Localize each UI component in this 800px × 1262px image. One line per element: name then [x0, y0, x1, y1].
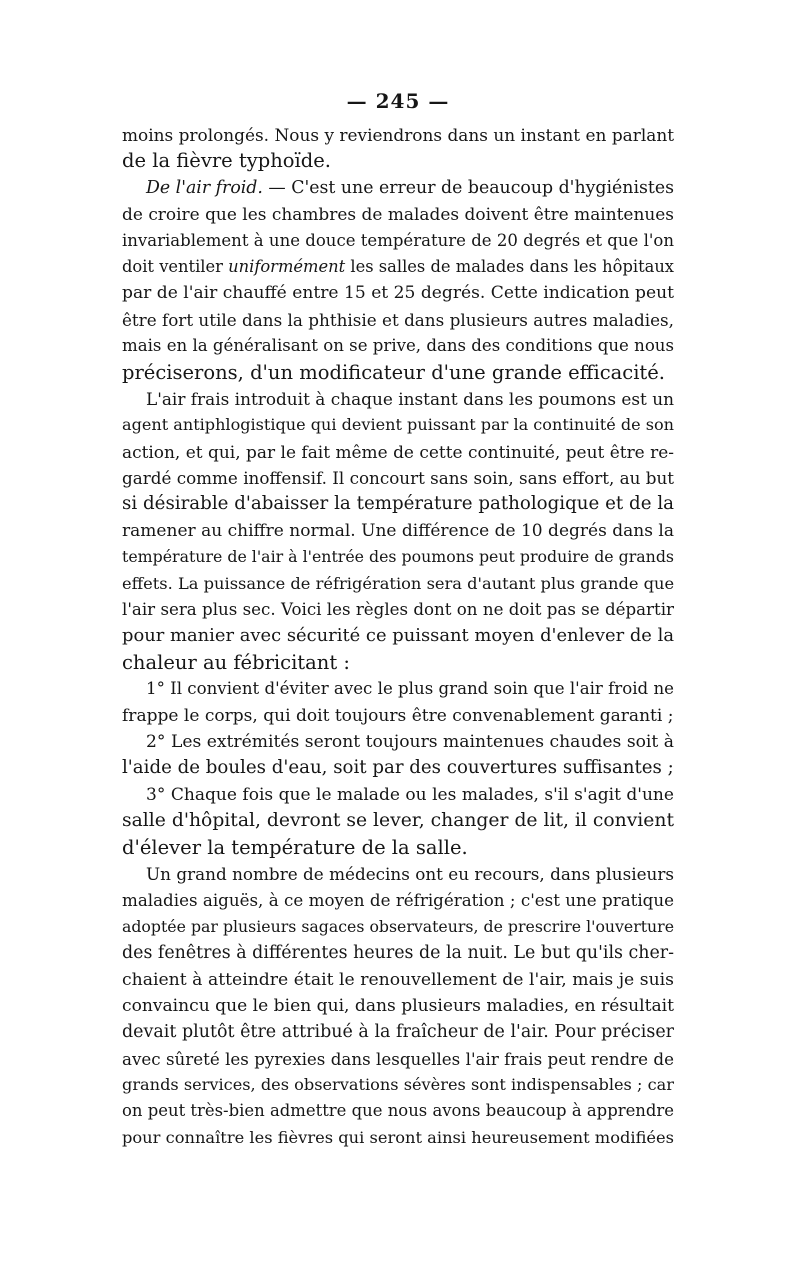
text-run: doit ventiler — [122, 256, 229, 276]
text-run: l'air sera plus sec. Voici les règles dont on ne doit pas se départir — [122, 600, 674, 620]
text-run: avec sûreté les pyrexies dans lesquelles l'air frais peut rendre de — [122, 1048, 674, 1069]
text-line — [122, 571, 674, 597]
text-run: adoptée par plusieurs sagaces observateurs, de prescrire l'ouverture — [122, 916, 674, 936]
text-run: salle d'hôpital, devront se lever, changer de lit, il convient — [122, 810, 674, 832]
text-run: l'aide de boules d'eau, soit par des couvertures suffisantes ; — [122, 757, 674, 779]
text-line — [122, 360, 674, 386]
text-line — [122, 386, 674, 412]
text-run: — C'est une erreur de beaucoup d'hygiénistes — [262, 177, 674, 198]
text-line — [122, 201, 674, 227]
text-line — [122, 967, 674, 993]
text-line — [122, 1046, 674, 1072]
text-run: être fort utile dans la phthisie et dans plusieurs autres maladies, — [122, 309, 674, 330]
text-line — [122, 808, 674, 834]
text-line — [122, 703, 674, 729]
text-run: de croire que les chambres de malades doivent être maintenues — [122, 204, 674, 225]
text-line — [122, 175, 674, 201]
text-run: chaient à atteindre était le renouvellement de l'air, mais je suis — [122, 969, 674, 990]
text-line — [122, 623, 674, 649]
text-run: effets. La puissance de réfrigération sera d'autant plus grande que — [122, 573, 675, 593]
text-run: si désirable d'abaisser la température pathologique et de la — [122, 493, 674, 515]
text-run: de la fièvre typhoïde. — [122, 149, 331, 173]
text-line — [122, 491, 674, 517]
text-line — [122, 914, 674, 940]
text-run: 1° Il convient d'éviter avec le plus grand soin que l'air froid ne — [146, 679, 674, 699]
text-run: pour manier avec sécurité ce puissant moyen d'enlever de la — [122, 625, 674, 647]
text-line — [122, 940, 674, 966]
text-run: gardé comme inoffensif. Il concourt sans soin, sans effort, au but — [122, 468, 674, 489]
text-line — [122, 729, 674, 755]
text-line — [122, 254, 674, 280]
text-run: L'air frais introduit à chaque instant dans les poumons est un — [146, 388, 674, 409]
text-run: ramener au chiffre normal. Une différence de 10 degrés dans la — [122, 520, 674, 541]
text-line — [122, 650, 674, 676]
text-run: invariablement à une douce température de 20 degrés et que l'on — [122, 230, 674, 250]
text-run: température de l'air à l'entrée des poumons peut produire de grands — [122, 547, 674, 567]
text-run: 3° Chaque fois que le malade ou les malades, s'il s'agit d'une — [146, 784, 674, 805]
text-run: convaincu que le bien qui, dans plusieurs maladies, en résultait — [122, 995, 674, 1016]
text-run: frappe le corps, qui doit toujours être convenablement garanti ; — [122, 705, 674, 726]
text-run: pour connaître les fièvres qui seront ainsi heureusement modifiées — [122, 1127, 674, 1147]
text-run: préciserons, d'un modificateur d'une grande efficacité. — [122, 360, 666, 384]
text-line — [122, 228, 674, 254]
text-line — [122, 835, 674, 861]
text-line — [122, 755, 674, 781]
text-run: des fenêtres à différentes heures de la nuit. Le but qu'ils cher- — [122, 943, 674, 964]
text-run: action, et qui, par le fait même de cette continuité, peut être re- — [122, 441, 674, 462]
text-run: mais en la généralisant on se prive, dans des conditions que nous — [122, 336, 674, 356]
text-line — [122, 1125, 674, 1151]
italic-run: De l'air froid. — [146, 177, 263, 198]
text-run: par de l'air chauffé entre 15 et 25 degrés. Cette indication peut — [122, 283, 674, 304]
text-line — [122, 333, 674, 359]
text-run: on peut très-bien admettre que nous avons beaucoup à apprendre — [122, 1101, 674, 1121]
text-line — [122, 465, 674, 491]
text-line — [122, 412, 674, 438]
text-run: chaleur au fébricitant : — [122, 650, 350, 674]
text-line — [122, 1072, 674, 1098]
text-run: Un grand nombre de médecins ont eu recours, dans plusieurs — [146, 863, 674, 884]
text-run: 2° Les extrémités seront toujours maintenues chaudes soit à — [146, 731, 674, 752]
text-line — [122, 544, 674, 570]
text-line — [122, 597, 674, 623]
text-run: grands services, des observations sévères sont indispensables ; car — [122, 1075, 674, 1095]
text-line — [122, 1098, 674, 1124]
text-line — [122, 993, 674, 1019]
book-page — [122, 84, 674, 1151]
body-text — [122, 122, 674, 1151]
text-run: moins prolongés. Nous y reviendrons dans un instant en parlant — [122, 125, 674, 145]
page-number: — 245 — — [346, 89, 450, 113]
text-run: les salles de malades dans les hôpitaux — [345, 256, 674, 276]
text-line — [122, 280, 674, 306]
text-line — [122, 307, 674, 333]
text-line — [122, 676, 674, 702]
text-line — [122, 439, 674, 465]
text-line — [122, 782, 674, 808]
text-line — [122, 887, 674, 913]
text-line — [122, 518, 674, 544]
text-line — [122, 861, 674, 887]
text-run: agent antiphlogistique qui devient puissant par la continuité de son — [122, 415, 674, 435]
text-run: devait plutôt être attribué à la fraîcheur de l'air. Pour préciser — [122, 1022, 674, 1043]
text-line — [122, 122, 674, 148]
text-line — [122, 1019, 674, 1045]
text-run: d'élever la température de la salle. — [122, 835, 468, 859]
italic-run: uniformément — [228, 256, 346, 276]
text-line — [122, 148, 674, 174]
text-run: maladies aiguës, à ce moyen de réfrigération ; c'est une pratique — [122, 890, 674, 911]
